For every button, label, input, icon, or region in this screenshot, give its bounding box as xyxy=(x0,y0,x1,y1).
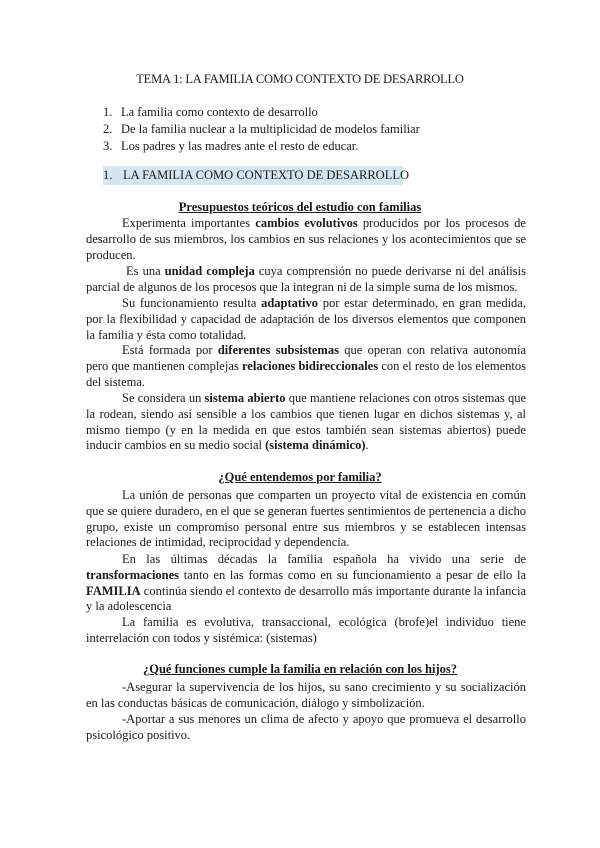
toc-number: 3. xyxy=(103,139,113,153)
paragraph-transformaciones: En las últimas décadas la familia española ha vivido una serie de transformaciones tanto en las formas como en su funcionamiento a pesar de ello la FAMILIA continúa siendo el contexto de desarrollo más importante durante la infancia y la adolescencia xyxy=(86,552,526,614)
toc-item xyxy=(103,104,420,121)
paragraph-adaptativo: Su funcionamiento resulta adaptativo por estar determinado, en gran medida, por la flexibilidad y capacidad de adaptación de los diversos elementos que componen la familia y ésta como totalidad. xyxy=(86,296,526,342)
paragraph-union-personas: La unión de personas que comparten un proyecto vital de existencia en común que se quiere duradero, en el que se generan fuertes sentimientos de pertenencia a dicho grupo, existe un compromiso personal entre sus miembros y se establecen intensas relaciones de intimidad, reciprocidad y dependencia. xyxy=(86,488,526,550)
paragraph-supervivencia: -Asegurar la supervivencia de los hijos, su sano crecimiento y su socialización en las conductas básicas de comunicación, diálogo y simbolización. xyxy=(86,680,526,710)
document-title: TEMA 1: LA FAMILIA COMO CONTEXTO DE DESARROLLO xyxy=(136,72,464,86)
paragraph-afecto: -Aportar a sus menores un clima de afecto y apoyo que promueva el desarrollo psicológico positivo. xyxy=(86,712,526,742)
toc-text: Los padres y las madres ante el resto de educar. xyxy=(121,139,359,153)
paragraph-evolutiva: La familia es evolutiva, transaccional, ecológica (brofe)el individuo tiene interrelación con todos y sistémica: (sistemas) xyxy=(86,615,526,645)
section-title: LA FAMILIA COMO CONTEXTO DE DESARROLLO xyxy=(123,168,409,182)
subheading-que-entendemos: ¿Qué entendemos por familia? xyxy=(218,470,382,484)
toc-text: La familia como contexto de desarrollo xyxy=(121,105,318,119)
subheading-presupuestos: Presupuestos teóricos del estudio con familias xyxy=(178,200,422,214)
toc-number: 2. xyxy=(103,122,113,136)
toc-item xyxy=(103,138,420,155)
toc-item xyxy=(103,121,420,138)
toc-number: 1. xyxy=(103,105,113,119)
toc-text: De la familia nuclear a la multiplicidad de modelos familiar xyxy=(121,122,420,136)
paragraph-subsistemas: Está formada por diferentes subsistemas que operan con relativa autonomía pero que mantienen complejas relaciones bidireccionales con el resto de los elementos del sistema. xyxy=(86,343,526,389)
table-of-contents xyxy=(103,104,420,155)
paragraph-cambios: Experimenta importantes cambios evolutivos producidos por los procesos de desarrollo de sus miembros, los cambios en sus relaciones y los acontecimientos que se producen. xyxy=(86,216,526,262)
section-heading xyxy=(103,166,409,185)
paragraph-unidad-compleja: Es una unidad compleja cuya comprensión no puede derivarse ni del análisis parcial de algunos de los procesos que la integran ni de la simple suma de los mismos. xyxy=(86,264,526,294)
section-number: 1. xyxy=(103,168,113,182)
paragraph-sistema-abierto: Se considera un sistema abierto que mantiene relaciones con otros sistemas que la rodean, siendo así sensible a los cambios que tienen lugar en dichos sistemas y, al mismo tiempo (y en la medida en que estos también sean sistemas abiertos) puede inducir cambios en su medio social (sistema dinámico). xyxy=(86,391,527,453)
subheading-funciones: ¿Qué funciones cumple la familia en relación con los hijos? xyxy=(142,662,457,676)
